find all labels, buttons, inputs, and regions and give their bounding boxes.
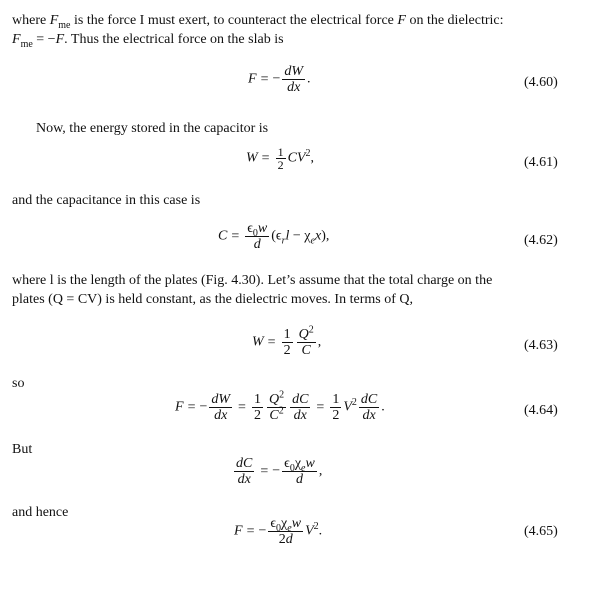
equation-number: (4.61) bbox=[524, 155, 558, 170]
fraction: $\frac{dW}{dx}$ bbox=[211, 392, 231, 423]
fraction: $\frac{\epsilon_0\chi_ew}{d}$ bbox=[284, 456, 315, 487]
fraction: $\frac{dW}{dx}$ bbox=[284, 64, 304, 95]
equation-4-60: F = − $\frac{dW}{dx}$ . bbox=[248, 64, 311, 95]
equation-4-62: C = $\frac{\epsilon_0w}{d}$ $(\epsilon_rl - \chi_ex)$, bbox=[218, 221, 330, 252]
equation-4-65: F = − $\frac{\epsilon_0\chi_ew}{2d}$ $V^2$. bbox=[234, 516, 323, 547]
fraction: $\frac{dC}{dx}$ bbox=[292, 392, 309, 423]
fraction: $\frac{1}{2}$ bbox=[253, 392, 261, 423]
text-run: . Thus the electrical force on the slab is bbox=[64, 32, 284, 47]
text-run: is the force I must exert, to counteract the electrical force bbox=[70, 13, 398, 28]
equation-4-63: W = $\frac{1}{2}$ $\frac{Q^2}{C}$ , bbox=[252, 324, 322, 358]
fraction: $\frac{1}{2}$ bbox=[277, 145, 284, 172]
paragraph-2: Now, the energy stored in the capacitor is bbox=[36, 121, 269, 136]
words-and-hence: and hence bbox=[12, 505, 69, 520]
paragraph-3: and the capacitance in this case is bbox=[12, 193, 201, 208]
fraction: $\frac{Q^2}{C}$ bbox=[298, 324, 314, 358]
fraction: $\frac{1}{2}$ bbox=[283, 327, 291, 358]
fraction: $\frac{1}{2}$ bbox=[332, 392, 340, 423]
paragraph-4-line-2: plates (Q = CV) is held constant, as the dielectric moves. In terms of Q, bbox=[12, 292, 413, 307]
equation-4-64: F = − $\frac{dW}{dx}$ = $\frac{1}{2}$ $\frac{Q^2}{C^2}$ $\frac{dC}{dx}$ = $\frac{1}{2}$ $V^2$ $\frac{dC}{dx}$ . bbox=[175, 389, 385, 423]
paragraph-1-line-2: $F_{me} = -F$. Thus the electrical force on the slab is bbox=[12, 32, 284, 50]
equation-number: (4.63) bbox=[524, 338, 558, 353]
equation-number: (4.62) bbox=[524, 233, 558, 248]
text-run: where bbox=[12, 13, 50, 28]
fraction: $\frac{Q^2}{C^2}$ bbox=[268, 389, 285, 423]
equation-dc-dx: $\frac{dC}{dx}$ = − $\frac{\epsilon_0\chi_ew}{d}$ , bbox=[236, 456, 323, 487]
paragraph-1: where $F_{me}$ is the force I must exert, to counteract the electrical force F on the dielectric: bbox=[12, 13, 504, 31]
paragraph-4-line-1: where l is the length of the plates (Fig. 4.30). Let’s assume that the total charge on the bbox=[12, 273, 493, 288]
fraction: $\frac{\epsilon_0\chi_ew}{2d}$ bbox=[270, 516, 302, 547]
fraction: $\frac{dC}{dx}$ bbox=[360, 392, 378, 423]
fraction: $\frac{dC}{dx}$ bbox=[236, 456, 253, 487]
equation-number: (4.60) bbox=[524, 75, 558, 90]
word-so: so bbox=[12, 376, 25, 391]
fraction: $\frac{\epsilon_0w}{d}$ bbox=[247, 221, 268, 252]
equation-number: (4.65) bbox=[524, 524, 558, 539]
equation-number: (4.64) bbox=[524, 403, 558, 418]
word-but: But bbox=[12, 442, 33, 457]
equation-4-61: W = $\frac{1}{2}$ $CV^2$, bbox=[246, 145, 314, 172]
text-run: on the dielectric: bbox=[405, 13, 504, 28]
